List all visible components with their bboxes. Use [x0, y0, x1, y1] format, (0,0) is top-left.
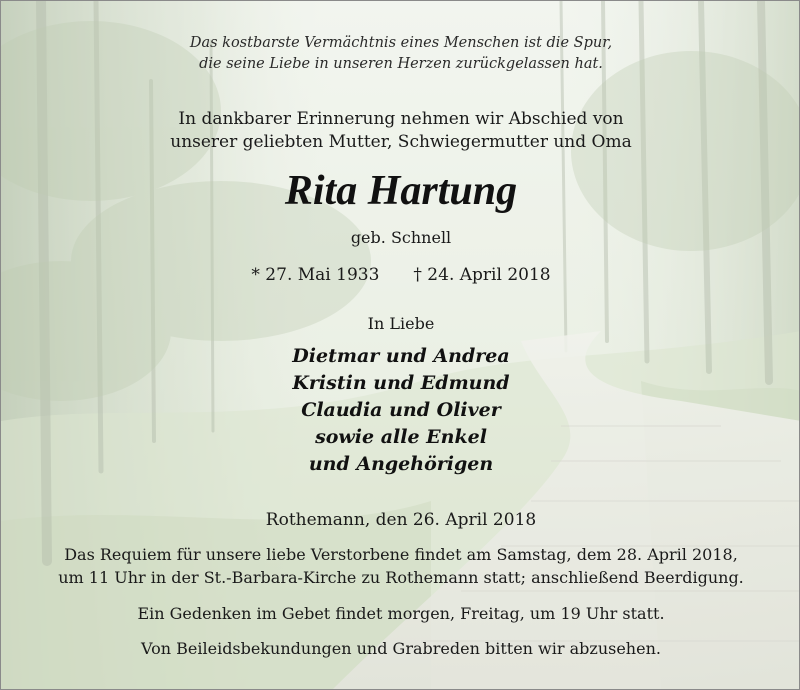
quote-line-1: Das kostbarste Vermächtnis eines Menschen ist die Spur, — [189, 35, 613, 51]
maiden-name: geb. Schnell — [350, 228, 452, 247]
mourner-name: und Angehörigen — [308, 453, 494, 475]
quote-line-2: die seine Liebe in unseren Herzen zurückgelassen hat. — [199, 56, 603, 72]
mourner-name: Claudia und Oliver — [301, 399, 501, 421]
death-date: † 24. April 2018 — [413, 265, 551, 285]
life-dates — [1, 265, 800, 285]
prayer-note: Ein Gedenken im Gebet findet morgen, Freitag, um 19 Uhr statt. — [137, 604, 665, 623]
intro-line-2: unserer geliebten Mutter, Schwiegermutter und Oma — [170, 132, 632, 152]
mourners-heading: In Liebe — [367, 314, 435, 333]
requiem-line-2: um 11 Uhr in der St.-Barbara-Kirche zu Rothemann statt; anschließend Beerdigung. — [58, 568, 744, 587]
intro-line-1: In dankbarer Erinnerung nehmen wir Abschied von — [178, 109, 624, 129]
birth-date: * 27. Mai 1933 — [251, 265, 380, 285]
condolences-note: Von Beileidsbekundungen und Grabreden bitten wir abzusehen. — [141, 639, 661, 658]
requiem-line-1: Das Requiem für unsere liebe Verstorbene findet am Samstag, dem 28. April 2018, — [64, 545, 738, 564]
mourner-name: Dietmar und Andrea — [292, 345, 510, 367]
mourner-name: Kristin und Edmund — [292, 372, 510, 394]
deceased-name: Rita Hartung — [284, 168, 518, 214]
notice-text — [1, 1, 800, 690]
mourner-name: sowie alle Enkel — [315, 426, 487, 448]
place-date: Rothemann, den 26. April 2018 — [265, 510, 537, 530]
